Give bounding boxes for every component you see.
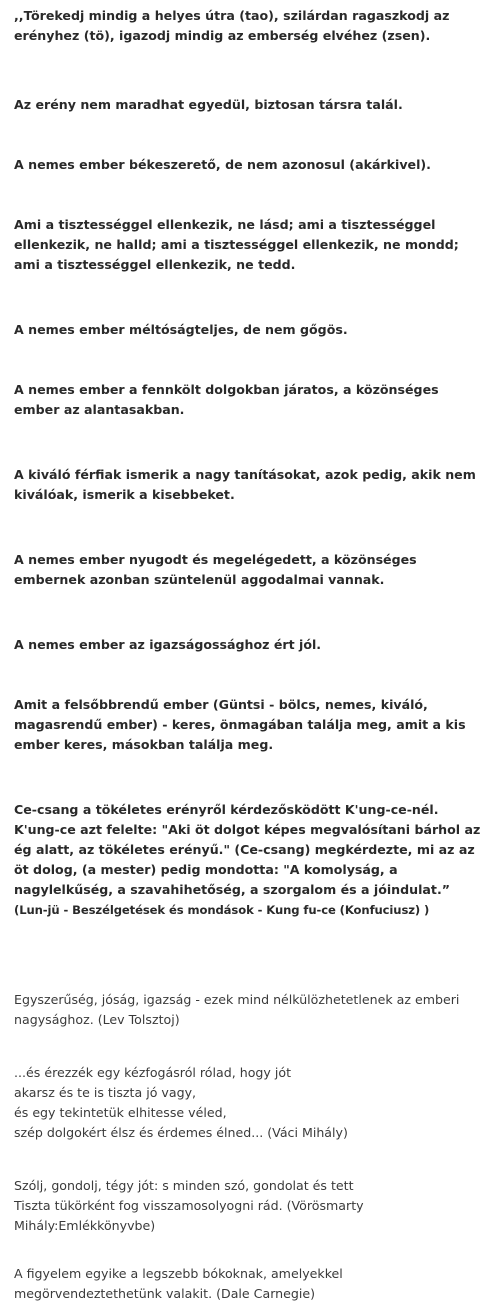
quote-superior-man: Amit a felsőbbrendű ember (Güntsi - bölcs, nemes, kiváló, magasrendű ember) - keres, önmagában találja meg, amit a kis ember keres, másokban találja meg.: [14, 697, 466, 752]
quote-noble-matters: A nemes ember a fennkölt dolgokban járatos, a közönséges ember az alantasakban.: [14, 382, 439, 417]
quote-righteousness: A nemes ember az igazságossághoz ért jól.: [14, 637, 322, 652]
quote-calm-content: A nemes ember nyugodt és megelégedett, a közönséges embernek azonban szüntelenül aggodalmai vannak.: [14, 552, 417, 587]
quote-vaci-line-1: ...és érezzék egy kézfogásról rólad, hogy jót: [14, 1065, 292, 1080]
quote-perfect-virtue: [14, 800, 482, 920]
quote-decency: Ami a tisztességgel ellenkezik, ne lásd; ami a tisztességgel ellenkezik, ne halld; ami a tisztességgel ellenkezik, ne mondd; ami a tisztességgel ellenkezik, ne tedd.: [14, 217, 459, 272]
quote-great-teachings: A kiváló férfiak ismerik a nagy tanításokat, azok pedig, akik nem kiválóak, ismerik a kisebbeket.: [14, 467, 476, 502]
quote-list: [14, 6, 482, 1304]
quote-carnegie: [14, 1264, 482, 1304]
quote-dignified: A nemes ember méltóságteljes, de nem gőgös.: [14, 322, 348, 337]
quote-vaci-line-4: szép dolgokért élsz és érdemes élned... (Váci Mihály): [14, 1125, 348, 1140]
quote-tolstoy: Egyszerűség, jóság, igazság - ezek mind nélkülözhetetlenek az emberi nagysághoz. (Lev Tolsztoj): [14, 992, 460, 1027]
quote-carnegie-line-1: A figyelem egyike a legszebb bókoknak, amelyekkel: [14, 1266, 343, 1281]
quote-virtue-companion: Az erény nem maradhat egyedül, biztosan társra talál.: [14, 97, 403, 112]
quote-perfect-virtue-source: (Lun-jü - Beszélgetések és mondások - Kung fu-ce (Konfuciusz) ): [14, 903, 430, 917]
quote-vaci-line-2: akarsz és te is tiszta jó vagy,: [14, 1085, 197, 1100]
quote-perfect-virtue-text: Ce-csang a tökéletes erényről kérdezősködött K'ung-ce-nél. K'ung-ce azt felelte: "Aki öt dolgot képes megvalósítani bárhol az ég alatt, az tökéletes erényű." (Ce-csang) megkérdezte, mi az az öt dolog, (a mester) pedig mondotta: "A komolyság, a nagylelkűség, a szavahihetőség, a szorgalom és a jóindulat.”: [14, 802, 481, 897]
quote-vaci-line-3: és egy tekintetük elhitesse véled,: [14, 1105, 227, 1120]
quote-vaci: [14, 1063, 482, 1143]
quote-vorosmarty-line-2: Tiszta tükörként fog visszamosolyogni rád. (Vörösmarty: [14, 1198, 364, 1213]
quote-vorosmarty-line-1: Szólj, gondolj, tégy jót: s minden szó, gondolat és tett: [14, 1178, 354, 1193]
quote-vorosmarty-line-3: Mihály:Emlékkönyvbe): [14, 1218, 156, 1233]
quote-vorosmarty: [14, 1176, 482, 1236]
quote-peace-loving: A nemes ember békeszerető, de nem azonosul (akárkivel).: [14, 157, 431, 172]
quote-carnegie-line-2: megörvendeztethetünk valakit. (Dale Carnegie): [14, 1286, 316, 1301]
quote-tao: ,,Törekedj mindig a helyes útra (tao), szilárdan ragaszkodj az erényhez (tö), igazodj mindig az emberség elvéhez (zsen).: [14, 8, 450, 43]
